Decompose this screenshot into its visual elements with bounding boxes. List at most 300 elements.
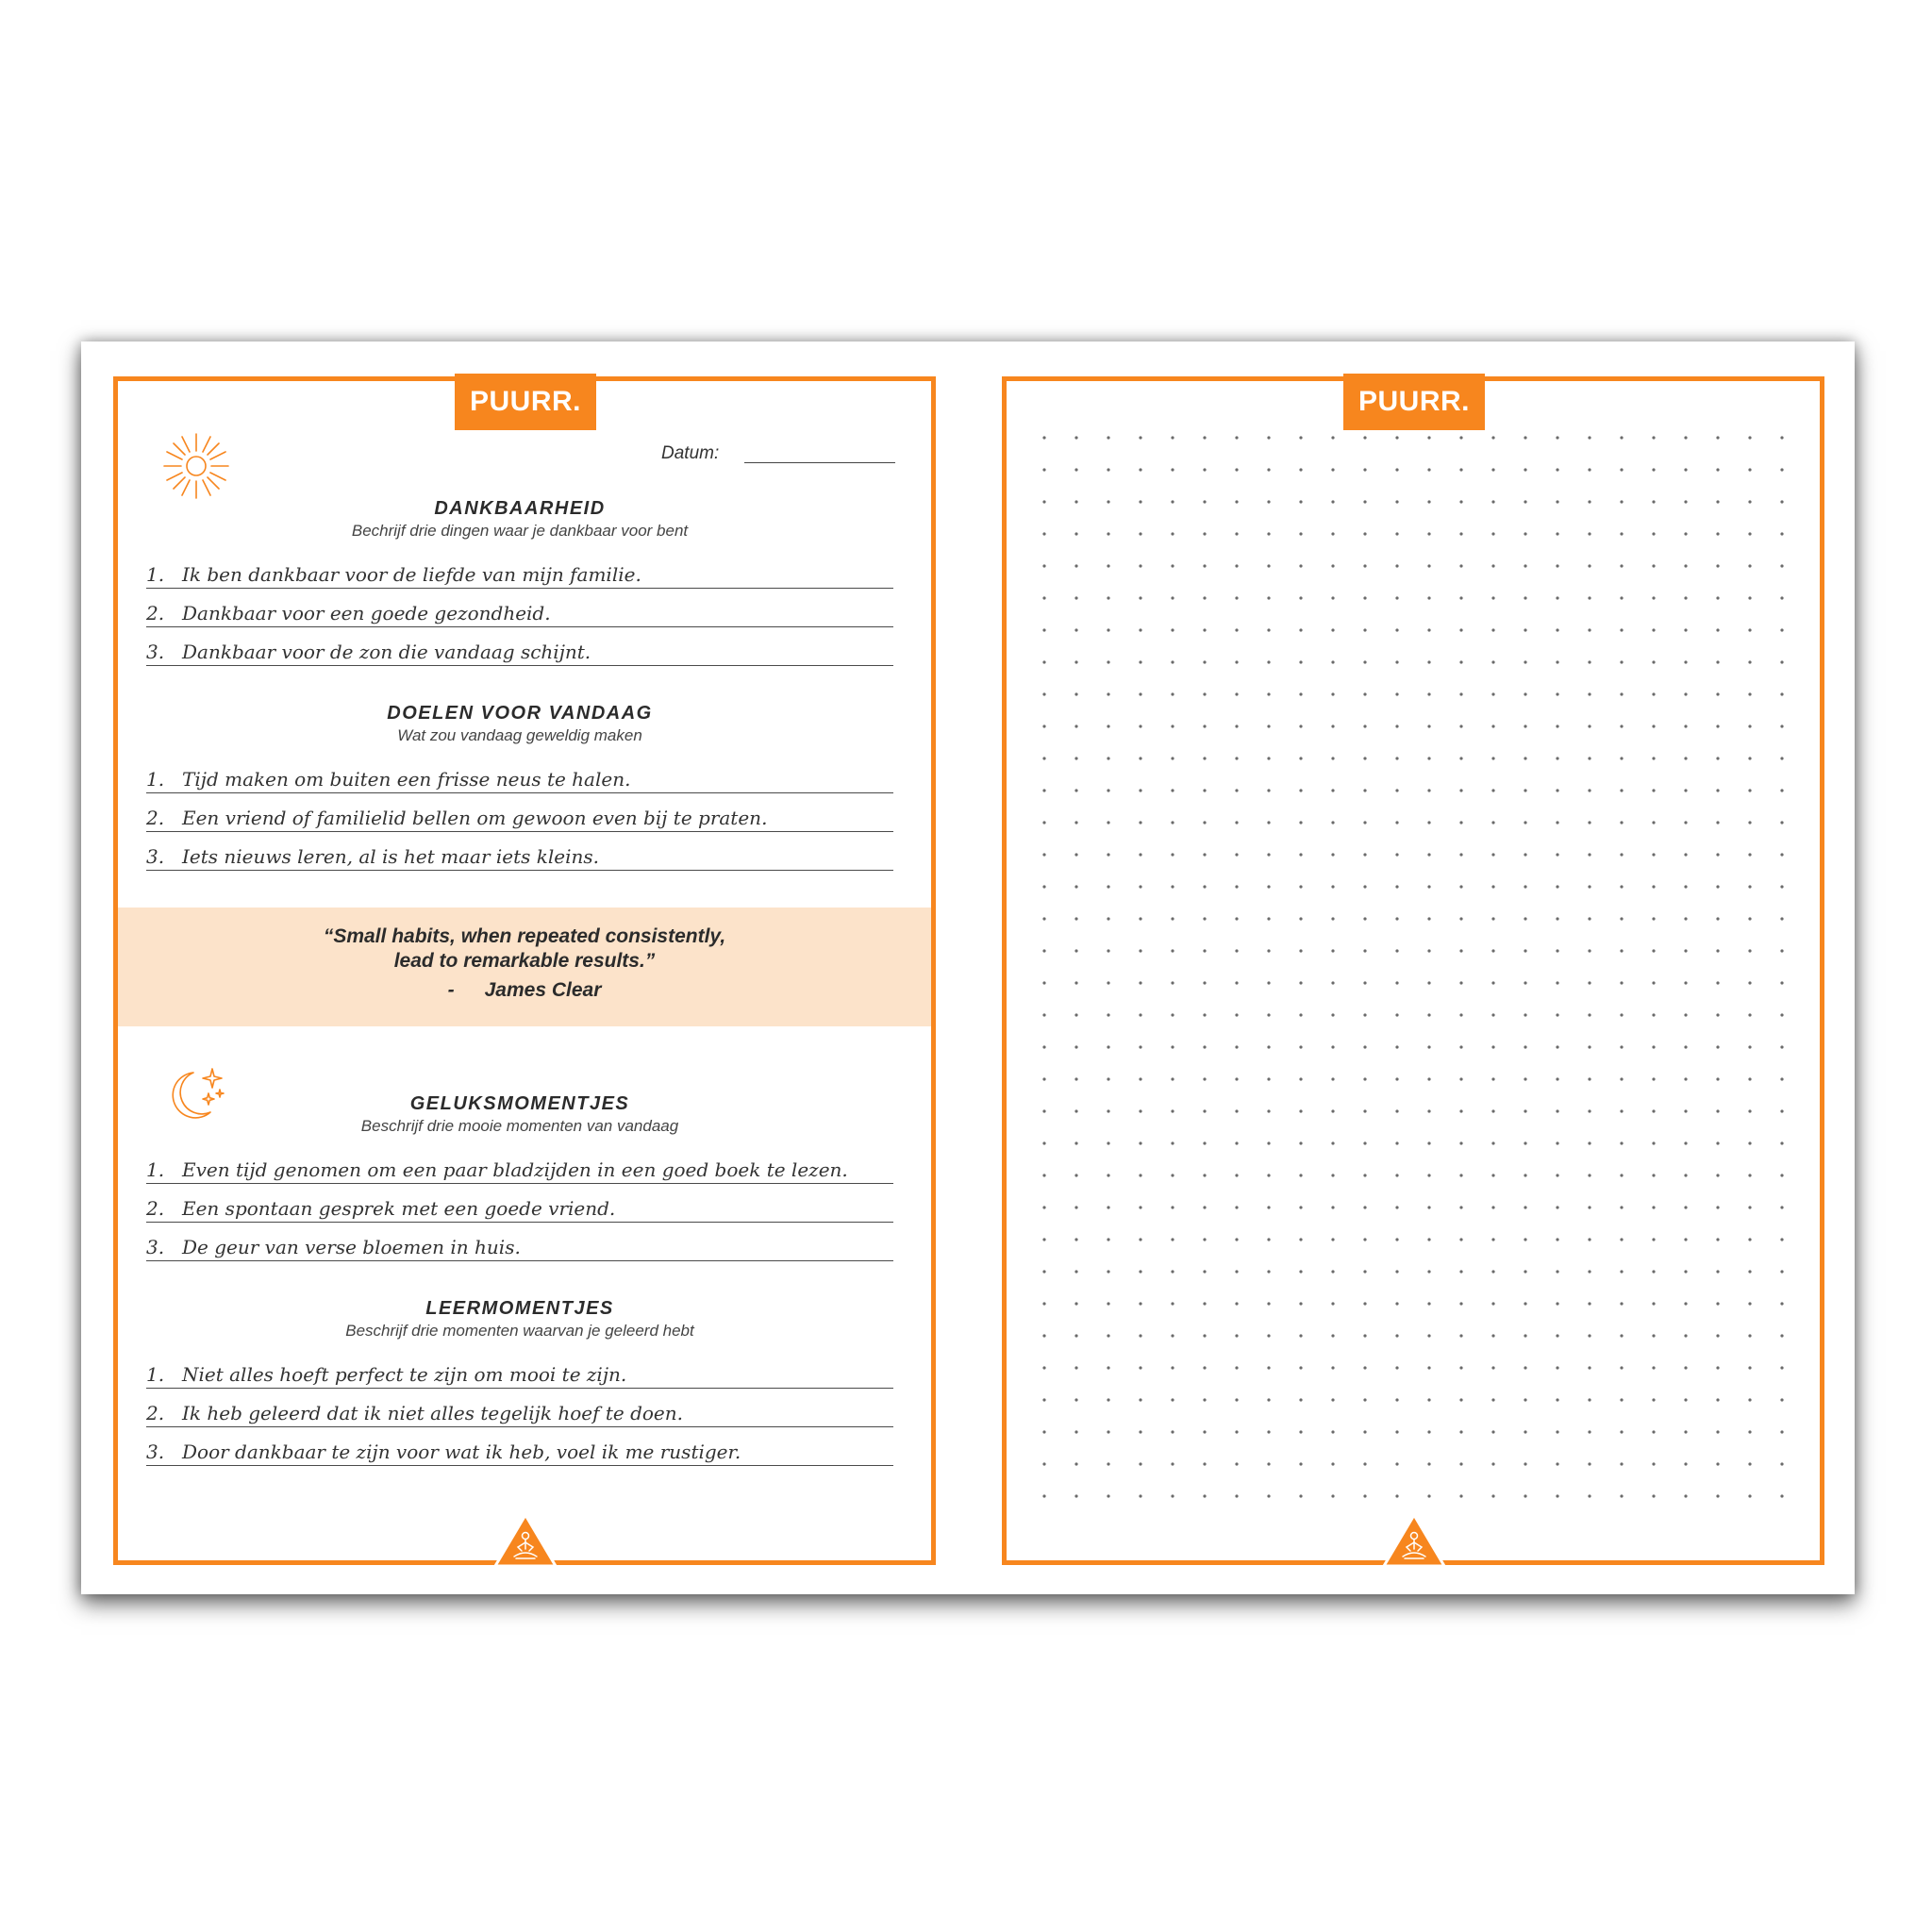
grid-dot (1588, 757, 1591, 759)
grid-dot (1588, 468, 1591, 471)
grid-dot (1556, 1077, 1558, 1080)
grid-dot (1620, 981, 1623, 984)
grid-dot (1042, 1302, 1045, 1305)
grid-dot (1459, 1141, 1462, 1144)
grid-dot (1171, 1141, 1174, 1144)
grid-dot (1203, 1302, 1206, 1305)
grid-dot (1363, 1206, 1366, 1208)
grid-dot (1299, 757, 1302, 759)
grid-dot (1107, 1077, 1109, 1080)
grid-dot (1171, 596, 1174, 599)
grid-dot (1524, 1045, 1526, 1048)
grid-dot (1716, 692, 1719, 695)
grid-dot (1267, 500, 1270, 503)
grid-dot (1171, 1494, 1174, 1497)
grid-dot (1331, 1206, 1334, 1208)
grid-dot (1748, 1366, 1751, 1369)
grid-dot (1588, 1238, 1591, 1241)
entry-number: 3. (146, 641, 165, 663)
grid-dot (1074, 596, 1077, 599)
grid-dot (1139, 1109, 1141, 1112)
grid-dot (1235, 564, 1238, 567)
grid-dot (1267, 596, 1270, 599)
grid-dot (1684, 1206, 1687, 1208)
grid-dot (1235, 1494, 1238, 1497)
grid-dot (1139, 757, 1141, 759)
grid-dot (1267, 724, 1270, 727)
entry-line[interactable] (146, 832, 893, 871)
grid-dot (1299, 500, 1302, 503)
grid-dot (1042, 757, 1045, 759)
grid-dot (1395, 917, 1398, 920)
grid-dot (1395, 885, 1398, 888)
grid-dot (1588, 1494, 1591, 1497)
grid-dot (1684, 660, 1687, 663)
brand-logo: PUURR. (455, 374, 596, 430)
grid-dot (1684, 532, 1687, 535)
grid-dot (1395, 468, 1398, 471)
grid-dot (1684, 1174, 1687, 1176)
grid-dot (1524, 532, 1526, 535)
grid-dot (1363, 1302, 1366, 1305)
dot-grid[interactable] (1041, 434, 1795, 1500)
entry-line[interactable] (146, 1389, 893, 1427)
entry-text: Even tijd genomen om een paar bladzijden in een goed boek te lezen. (182, 1158, 848, 1181)
grid-dot (1074, 1174, 1077, 1176)
grid-dot (1459, 1206, 1462, 1208)
grid-dot (1652, 564, 1655, 567)
grid-dot (1203, 1045, 1206, 1048)
grid-dot (1684, 917, 1687, 920)
grid-dot (1203, 821, 1206, 824)
entry-line[interactable] (146, 1223, 893, 1261)
entry-line[interactable] (146, 1184, 893, 1223)
quote-line-1: “Small habits, when repeated consistently, (323, 925, 726, 947)
grid-dot (1363, 949, 1366, 952)
grid-dot (1203, 1141, 1206, 1144)
grid-dot (1395, 789, 1398, 791)
grid-dot (1748, 628, 1751, 631)
grid-dot (1171, 1462, 1174, 1465)
grid-dot (1652, 500, 1655, 503)
grid-dot (1299, 436, 1302, 439)
grid-dot (1588, 1206, 1591, 1208)
grid-dot (1652, 724, 1655, 727)
grid-dot (1684, 949, 1687, 952)
grid-dot (1107, 1334, 1109, 1337)
grid-dot (1042, 949, 1045, 952)
entry-number: 2. (146, 1402, 165, 1424)
grid-dot (1716, 853, 1719, 856)
grid-dot (1331, 821, 1334, 824)
grid-dot (1780, 596, 1783, 599)
grid-dot (1780, 1206, 1783, 1208)
grid-dot (1171, 853, 1174, 856)
entry-line[interactable] (146, 1350, 893, 1389)
grid-dot (1267, 1141, 1270, 1144)
grid-dot (1459, 1013, 1462, 1016)
grid-dot (1459, 789, 1462, 791)
grid-dot (1427, 564, 1430, 567)
grid-dot (1331, 1494, 1334, 1497)
grid-dot (1331, 1430, 1334, 1433)
grid-dot (1299, 692, 1302, 695)
grid-dot (1395, 500, 1398, 503)
grid-dot (1042, 1045, 1045, 1048)
entry-number: 1. (146, 1363, 165, 1386)
grid-dot (1107, 1141, 1109, 1144)
grid-dot (1427, 1334, 1430, 1337)
grid-dot (1780, 1334, 1783, 1337)
grid-dot (1716, 1494, 1719, 1497)
grid-dot (1427, 1462, 1430, 1465)
grid-dot (1203, 1238, 1206, 1241)
grid-dot (1235, 1045, 1238, 1048)
grid-dot (1171, 1366, 1174, 1369)
grid-dot (1652, 821, 1655, 824)
grid-dot (1107, 1430, 1109, 1433)
grid-dot (1491, 1238, 1494, 1241)
grid-dot (1331, 1462, 1334, 1465)
grid-dot (1716, 1462, 1719, 1465)
grid-dot (1652, 949, 1655, 952)
entry-line[interactable] (146, 793, 893, 832)
grid-dot (1588, 596, 1591, 599)
grid-dot (1363, 1109, 1366, 1112)
grid-dot (1620, 1174, 1623, 1176)
grid-dot (1299, 1270, 1302, 1273)
grid-dot (1235, 1077, 1238, 1080)
grid-dot (1524, 885, 1526, 888)
grid-dot (1203, 724, 1206, 727)
grid-dot (1074, 468, 1077, 471)
grid-dot (1139, 917, 1141, 920)
brand-logo: PUURR. (1343, 374, 1485, 430)
grid-dot (1042, 724, 1045, 727)
grid-dot (1780, 1141, 1783, 1144)
grid-dot (1107, 436, 1109, 439)
entry-line[interactable] (146, 755, 893, 793)
grid-dot (1235, 1398, 1238, 1401)
grid-dot (1491, 1462, 1494, 1465)
entry-line[interactable] (146, 589, 893, 627)
grid-dot (1203, 1334, 1206, 1337)
grid-dot (1491, 1334, 1494, 1337)
grid-dot (1620, 692, 1623, 695)
grid-dot (1459, 821, 1462, 824)
grid-dot (1267, 1013, 1270, 1016)
grid-dot (1556, 1141, 1558, 1144)
grid-dot (1267, 885, 1270, 888)
grid-dot (1203, 468, 1206, 471)
grid-dot (1395, 1206, 1398, 1208)
grid-dot (1588, 436, 1591, 439)
grid-dot (1556, 949, 1558, 952)
grid-dot (1459, 692, 1462, 695)
grid-dot (1684, 1045, 1687, 1048)
grid-dot (1684, 1334, 1687, 1337)
grid-dot (1331, 1045, 1334, 1048)
grid-dot (1556, 1270, 1558, 1273)
grid-dot (1331, 500, 1334, 503)
grid-dot (1780, 1302, 1783, 1305)
grid-dot (1716, 596, 1719, 599)
grid-dot (1235, 949, 1238, 952)
grid-dot (1748, 1141, 1751, 1144)
grid-dot (1363, 724, 1366, 727)
grid-dot (1139, 1462, 1141, 1465)
grid-dot (1107, 1206, 1109, 1208)
grid-dot (1235, 1334, 1238, 1337)
grid-dot (1395, 596, 1398, 599)
grid-dot (1203, 917, 1206, 920)
grid-dot (1427, 885, 1430, 888)
grid-dot (1427, 1206, 1430, 1208)
grid-dot (1427, 981, 1430, 984)
grid-dot (1235, 757, 1238, 759)
entry-number: 1. (146, 563, 165, 586)
grid-dot (1588, 500, 1591, 503)
grid-dot (1620, 1045, 1623, 1048)
grid-dot (1427, 1109, 1430, 1112)
grid-dot (1395, 1302, 1398, 1305)
grid-dot (1716, 1302, 1719, 1305)
entry-text: Tijd maken om buiten een frisse neus te halen. (182, 768, 631, 791)
grid-dot (1203, 1013, 1206, 1016)
grid-dot (1524, 564, 1526, 567)
grid-dot (1748, 1398, 1751, 1401)
grid-dot (1203, 436, 1206, 439)
grid-dot (1395, 853, 1398, 856)
section-leermomentjes (146, 1298, 893, 1466)
entry-line[interactable] (146, 1145, 893, 1184)
grid-dot (1459, 1462, 1462, 1465)
grid-dot (1074, 1398, 1077, 1401)
grid-dot (1556, 853, 1558, 856)
grid-dot (1748, 981, 1751, 984)
grid-dot (1491, 628, 1494, 631)
grid-dot (1459, 1430, 1462, 1433)
grid-dot (1716, 1206, 1719, 1208)
grid-dot (1524, 1077, 1526, 1080)
grid-dot (1780, 789, 1783, 791)
grid-dot (1363, 853, 1366, 856)
grid-dot (1524, 949, 1526, 952)
entry-number: 3. (146, 1441, 165, 1463)
grid-dot (1716, 981, 1719, 984)
grid-dot (1171, 628, 1174, 631)
grid-dot (1780, 1077, 1783, 1080)
grid-dot (1331, 981, 1334, 984)
section-title: DANKBAARHEID (434, 498, 606, 519)
grid-dot (1620, 1462, 1623, 1465)
grid-dot (1652, 1430, 1655, 1433)
grid-dot (1395, 1013, 1398, 1016)
grid-dot (1267, 1302, 1270, 1305)
grid-dot (1620, 1238, 1623, 1241)
grid-dot (1042, 692, 1045, 695)
grid-dot (1524, 1462, 1526, 1465)
grid-dot (1716, 1077, 1719, 1080)
grid-dot (1299, 1206, 1302, 1208)
grid-dot (1748, 757, 1751, 759)
grid-dot (1588, 949, 1591, 952)
grid-dot (1556, 1302, 1558, 1305)
grid-dot (1395, 757, 1398, 759)
grid-dot (1588, 692, 1591, 695)
grid-dot (1267, 436, 1270, 439)
grid-dot (1395, 724, 1398, 727)
grid-dot (1780, 1013, 1783, 1016)
grid-dot (1620, 596, 1623, 599)
grid-dot (1363, 596, 1366, 599)
entry-text: Dankbaar voor de zon die vandaag schijnt. (182, 641, 591, 663)
grid-dot (1139, 596, 1141, 599)
grid-dot (1524, 660, 1526, 663)
grid-dot (1427, 660, 1430, 663)
grid-dot (1684, 1109, 1687, 1112)
grid-dot (1588, 885, 1591, 888)
grid-dot (1748, 1174, 1751, 1176)
grid-dot (1652, 1302, 1655, 1305)
grid-dot (1684, 1494, 1687, 1497)
grid-dot (1267, 1398, 1270, 1401)
grid-dot (1107, 468, 1109, 471)
grid-dot (1684, 500, 1687, 503)
grid-dot (1491, 821, 1494, 824)
grid-dot (1363, 628, 1366, 631)
grid-dot (1267, 1077, 1270, 1080)
grid-dot (1267, 564, 1270, 567)
grid-dot (1652, 1077, 1655, 1080)
grid-dot (1074, 660, 1077, 663)
grid-dot (1620, 1398, 1623, 1401)
grid-dot (1139, 1334, 1141, 1337)
grid-dot (1427, 1430, 1430, 1433)
right-page (1002, 376, 1824, 1565)
grid-dot (1074, 1077, 1077, 1080)
grid-dot (1652, 1462, 1655, 1465)
grid-dot (1684, 564, 1687, 567)
grid-dot (1524, 692, 1526, 695)
grid-dot (1652, 1398, 1655, 1401)
grid-dot (1780, 1366, 1783, 1369)
grid-dot (1363, 1398, 1366, 1401)
grid-dot (1107, 1270, 1109, 1273)
grid-dot (1363, 1238, 1366, 1241)
grid-dot (1491, 853, 1494, 856)
grid-dot (1491, 757, 1494, 759)
grid-dot (1299, 1366, 1302, 1369)
grid-dot (1139, 1366, 1141, 1369)
grid-dot (1684, 436, 1687, 439)
grid-dot (1139, 981, 1141, 984)
date-field[interactable] (744, 462, 895, 463)
grid-dot (1139, 1013, 1141, 1016)
grid-dot (1620, 468, 1623, 471)
grid-dot (1556, 917, 1558, 920)
entry-number: 3. (146, 1236, 165, 1258)
grid-dot (1588, 660, 1591, 663)
grid-dot (1042, 1206, 1045, 1208)
section-title: LEERMOMENTJES (425, 1298, 614, 1319)
grid-dot (1556, 1430, 1558, 1433)
grid-dot (1107, 1045, 1109, 1048)
grid-dot (1684, 724, 1687, 727)
grid-dot (1652, 436, 1655, 439)
grid-dot (1267, 1462, 1270, 1465)
grid-dot (1074, 917, 1077, 920)
grid-dot (1427, 821, 1430, 824)
grid-dot (1716, 1398, 1719, 1401)
grid-dot (1203, 853, 1206, 856)
grid-dot (1203, 1206, 1206, 1208)
grid-dot (1427, 724, 1430, 727)
grid-dot (1780, 628, 1783, 631)
grid-dot (1267, 692, 1270, 695)
grid-dot (1171, 949, 1174, 952)
grid-dot (1556, 757, 1558, 759)
grid-dot (1459, 885, 1462, 888)
grid-dot (1203, 692, 1206, 695)
entry-line[interactable] (146, 550, 893, 589)
grid-dot (1588, 1334, 1591, 1337)
grid-dot (1331, 1174, 1334, 1176)
grid-dot (1427, 1366, 1430, 1369)
grid-dot (1459, 724, 1462, 727)
grid-dot (1331, 1302, 1334, 1305)
grid-dot (1107, 532, 1109, 535)
grid-dot (1203, 1494, 1206, 1497)
grid-dot (1107, 660, 1109, 663)
grid-dot (1427, 436, 1430, 439)
grid-dot (1716, 468, 1719, 471)
grid-dot (1171, 1270, 1174, 1273)
grid-dot (1171, 1302, 1174, 1305)
grid-dot (1748, 885, 1751, 888)
grid-dot (1139, 789, 1141, 791)
grid-dot (1139, 468, 1141, 471)
grid-dot (1716, 1174, 1719, 1176)
grid-dot (1684, 1270, 1687, 1273)
grid-dot (1203, 532, 1206, 535)
entry-line[interactable] (146, 627, 893, 666)
entry-line[interactable] (146, 1427, 893, 1466)
grid-dot (1107, 1462, 1109, 1465)
meditation-icon (493, 1511, 558, 1570)
grid-dot (1524, 1334, 1526, 1337)
grid-dot (1203, 885, 1206, 888)
grid-dot (1459, 436, 1462, 439)
grid-dot (1299, 1302, 1302, 1305)
grid-dot (1363, 917, 1366, 920)
grid-dot (1235, 917, 1238, 920)
grid-dot (1780, 1462, 1783, 1465)
grid-dot (1588, 1462, 1591, 1465)
grid-dot (1395, 692, 1398, 695)
grid-dot (1588, 917, 1591, 920)
grid-dot (1042, 500, 1045, 503)
grid-dot (1107, 853, 1109, 856)
grid-dot (1171, 564, 1174, 567)
grid-dot (1524, 1013, 1526, 1016)
grid-dot (1363, 436, 1366, 439)
grid-dot (1684, 692, 1687, 695)
grid-dot (1652, 1045, 1655, 1048)
grid-dot (1491, 1013, 1494, 1016)
grid-dot (1684, 1462, 1687, 1465)
grid-dot (1652, 917, 1655, 920)
